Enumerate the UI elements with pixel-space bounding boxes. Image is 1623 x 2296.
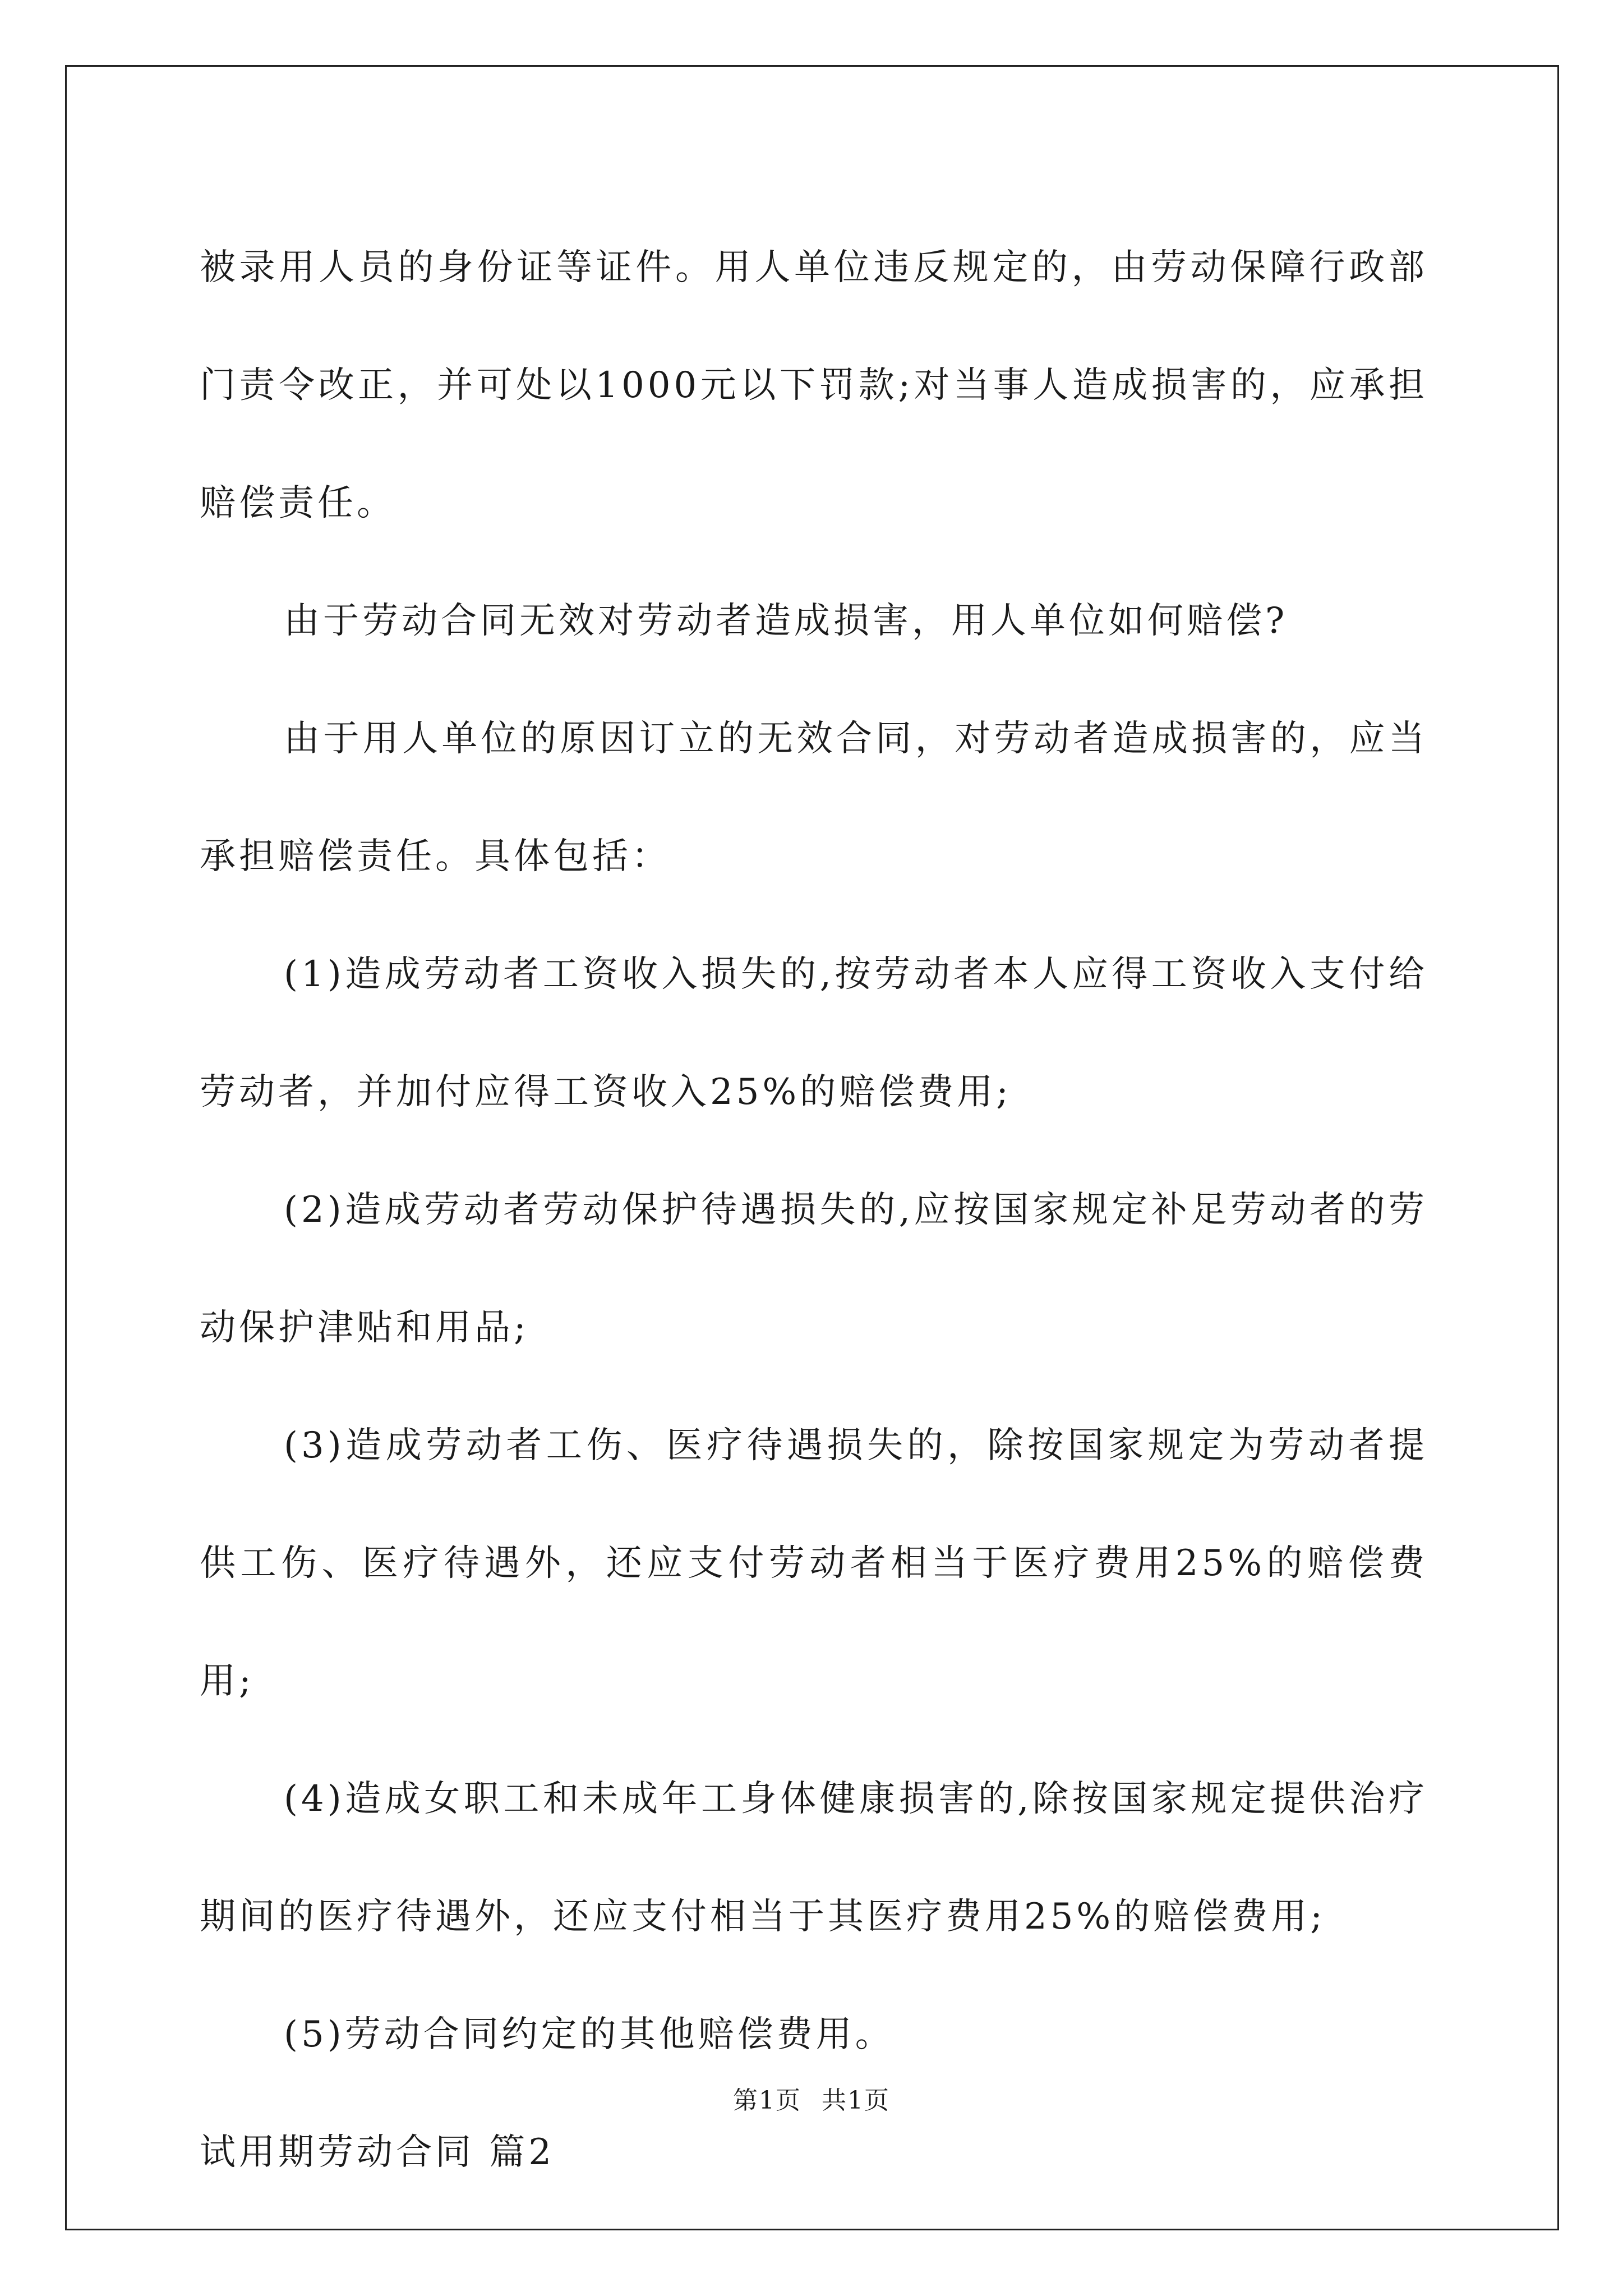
list-item-2: (2)造成劳动者劳动保护待遇损失的,应按国家规定补足劳动者的劳动保护津贴和用品; [200,1189,1428,1349]
page-number: 第1页 [733,2086,801,2115]
section-heading: 试用期劳动合同 篇2 [200,2132,555,2173]
paragraph-question: 由于劳动合同无效对劳动者造成损害，用人单位如何赔偿? [284,600,1288,642]
paragraph-continuation: 被录用人员的身份证等证件。用人单位违反规定的，由劳动保障行政部门责令改正，并可处以1000元以下罚款;对当事人造成损害的，应承担赔偿责任。 [200,247,1428,524]
list-item-3: (3)造成劳动者工伤、医疗待遇损失的，除按国家规定为劳动者提供工伤、医疗待遇外，还应支付劳动者相当于医疗费用25%的赔偿费用; [200,1425,1428,1702]
document-body [200,209,1428,2211]
page-footer [0,2080,1623,2116]
list-item-1: (1)造成劳动者工资收入损失的,按劳动者本人应得工资收入支付给劳动者，并加付应得工资收入25%的赔偿费用; [200,954,1428,1113]
list-item-4: (4)造成女职工和未成年工身体健康损害的,除按国家规定提供治疗期间的医疗待遇外，还应支付相当于其医疗费用25%的赔偿费用; [200,1778,1428,1938]
list-item-5: (5)劳动合同约定的其他赔偿费用。 [284,2014,895,2055]
paragraph-answer: 由于用人单位的原因订立的无效合同，对劳动者造成损害的，应当承担赔偿责任。具体包括： [200,718,1428,877]
page-total: 共1页 [822,2086,890,2115]
